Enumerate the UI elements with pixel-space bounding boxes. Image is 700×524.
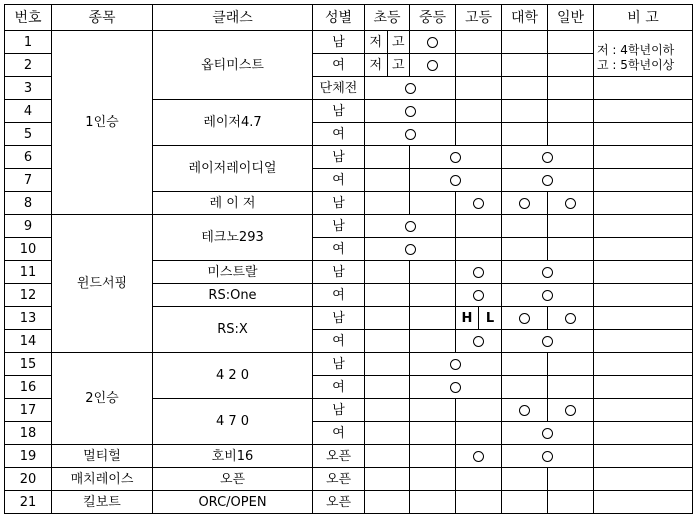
middle-cell bbox=[410, 261, 456, 284]
high-cell bbox=[456, 77, 502, 100]
general-cell bbox=[548, 123, 594, 146]
class-cell: 오픈 bbox=[153, 468, 313, 491]
class-cell: 레이저레이디얼 bbox=[153, 146, 313, 192]
remarks-cell bbox=[594, 123, 693, 146]
gender-cell: 여 bbox=[313, 376, 365, 399]
row-number: 12 bbox=[5, 284, 52, 307]
gender-cell: 남 bbox=[313, 31, 365, 54]
elementary-cell bbox=[365, 399, 410, 422]
header-row bbox=[5, 5, 693, 31]
general-cell bbox=[548, 238, 594, 261]
high-cell bbox=[456, 192, 502, 215]
remarks-cell bbox=[594, 77, 693, 100]
row-number: 7 bbox=[5, 169, 52, 192]
remarks-cell bbox=[594, 330, 693, 353]
high-cell bbox=[456, 215, 502, 238]
elementary-middle-cell bbox=[365, 123, 456, 146]
circle-mark bbox=[565, 405, 576, 416]
university-cell bbox=[502, 77, 548, 100]
class-cell: 4 7 0 bbox=[153, 399, 313, 445]
university-cell bbox=[502, 215, 548, 238]
gender-cell: 여 bbox=[313, 238, 365, 261]
gender-cell: 오픈 bbox=[313, 491, 365, 514]
circle-mark bbox=[519, 313, 530, 324]
row-number: 1 bbox=[5, 31, 52, 54]
circle-mark bbox=[450, 359, 461, 370]
middle-cell bbox=[410, 399, 456, 422]
gender-cell: 여 bbox=[313, 169, 365, 192]
event-cell: 멀티헐 bbox=[52, 445, 153, 468]
elementary-cell bbox=[365, 445, 410, 468]
general-cell bbox=[548, 54, 594, 77]
row-number: 3 bbox=[5, 77, 52, 100]
general-cell bbox=[548, 307, 594, 330]
circle-mark bbox=[405, 83, 416, 94]
middle-cell bbox=[410, 445, 456, 468]
middle-cell bbox=[410, 468, 456, 491]
row-number: 4 bbox=[5, 100, 52, 123]
remarks-cell bbox=[594, 100, 693, 123]
circle-mark bbox=[565, 313, 576, 324]
row-number: 18 bbox=[5, 422, 52, 445]
class-cell: 옵티미스트 bbox=[153, 31, 313, 100]
middle-cell bbox=[410, 192, 456, 215]
event-cell: 킬보트 bbox=[52, 491, 153, 514]
circle-mark bbox=[405, 244, 416, 255]
header-elementary: 초등 bbox=[365, 5, 410, 31]
middle-cell bbox=[410, 491, 456, 514]
header-event: 종목 bbox=[52, 5, 153, 31]
elementary-cell bbox=[365, 376, 410, 399]
circle-mark bbox=[542, 152, 553, 163]
row-number: 10 bbox=[5, 238, 52, 261]
elementary-middle-cell bbox=[365, 215, 456, 238]
gender-cell: 남 bbox=[313, 307, 365, 330]
row-number: 21 bbox=[5, 491, 52, 514]
gender-cell: 남 bbox=[313, 100, 365, 123]
university-cell bbox=[502, 399, 548, 422]
header-middle: 중등 bbox=[410, 5, 456, 31]
table-row bbox=[5, 215, 693, 238]
high-cell bbox=[456, 100, 502, 123]
circle-mark bbox=[450, 152, 461, 163]
middle-cell bbox=[410, 54, 456, 77]
elementary-cell bbox=[365, 330, 410, 353]
class-cell: 레이저4.7 bbox=[153, 100, 313, 146]
event-cell: 1인승 bbox=[52, 31, 153, 215]
circle-mark bbox=[405, 106, 416, 117]
split-label: H bbox=[461, 310, 473, 326]
class-cell: RS:X bbox=[153, 307, 313, 353]
general-cell bbox=[548, 491, 594, 514]
middle-cell bbox=[410, 284, 456, 307]
remark-line: 저 : 4학년이하 bbox=[597, 43, 675, 57]
circle-mark bbox=[519, 198, 530, 209]
university-general-cell bbox=[502, 146, 594, 169]
class-cell: 미스트랄 bbox=[153, 261, 313, 284]
split-label: 고 bbox=[387, 54, 410, 76]
elementary-cell bbox=[365, 146, 410, 169]
circle-mark bbox=[473, 290, 484, 301]
class-cell: ORC/OPEN bbox=[153, 491, 313, 514]
circle-mark bbox=[473, 336, 484, 347]
university-general-cell bbox=[502, 284, 594, 307]
remarks-cell bbox=[594, 31, 693, 77]
circle-mark bbox=[427, 60, 438, 71]
university-general-cell bbox=[502, 261, 594, 284]
split-label: 저 bbox=[369, 34, 383, 50]
middle-cell bbox=[410, 307, 456, 330]
high-cell bbox=[456, 31, 502, 54]
row-number: 14 bbox=[5, 330, 52, 353]
elementary-cell bbox=[365, 307, 410, 330]
middle-high-cell bbox=[410, 353, 502, 376]
elementary-cell bbox=[365, 422, 410, 445]
general-cell bbox=[548, 399, 594, 422]
general-cell bbox=[548, 31, 594, 54]
class-cell: 4 2 0 bbox=[153, 353, 313, 399]
header-general: 일반 bbox=[548, 5, 594, 31]
circle-mark bbox=[473, 451, 484, 462]
row-number: 20 bbox=[5, 468, 52, 491]
remarks-cell bbox=[594, 307, 693, 330]
general-cell bbox=[548, 100, 594, 123]
row-number: 2 bbox=[5, 54, 52, 77]
university-cell bbox=[502, 376, 548, 399]
high-cell bbox=[456, 238, 502, 261]
gender-cell: 남 bbox=[313, 399, 365, 422]
header-university: 대학 bbox=[502, 5, 548, 31]
gender-cell: 남 bbox=[313, 192, 365, 215]
circle-mark bbox=[405, 129, 416, 140]
remarks-cell bbox=[594, 445, 693, 468]
university-general-cell bbox=[502, 330, 594, 353]
header-high: 고등 bbox=[456, 5, 502, 31]
elementary-cell bbox=[365, 468, 410, 491]
general-cell bbox=[548, 376, 594, 399]
row-number: 8 bbox=[5, 192, 52, 215]
high-cell bbox=[456, 468, 502, 491]
high-cell bbox=[456, 491, 502, 514]
high-cell bbox=[456, 445, 502, 468]
university-general-cell bbox=[502, 445, 594, 468]
remarks-cell bbox=[594, 468, 693, 491]
remarks-cell bbox=[594, 376, 693, 399]
gender-cell: 여 bbox=[313, 284, 365, 307]
high-cell bbox=[456, 399, 502, 422]
high-cell bbox=[456, 307, 502, 330]
general-cell bbox=[548, 215, 594, 238]
remarks-cell bbox=[594, 215, 693, 238]
table-row bbox=[5, 491, 693, 514]
circle-mark bbox=[565, 198, 576, 209]
elementary-middle-cell bbox=[365, 77, 456, 100]
middle-high-cell bbox=[410, 146, 502, 169]
event-cell: 2인승 bbox=[52, 353, 153, 445]
elementary-cell bbox=[365, 284, 410, 307]
elementary-cell bbox=[365, 54, 410, 77]
header-gender: 성별 bbox=[313, 5, 365, 31]
gender-cell: 남 bbox=[313, 261, 365, 284]
elementary-cell bbox=[365, 192, 410, 215]
circle-mark bbox=[473, 267, 484, 278]
table-row bbox=[5, 31, 693, 54]
split-label: L bbox=[478, 307, 501, 329]
class-cell: RS:One bbox=[153, 284, 313, 307]
elementary-middle-cell bbox=[365, 100, 456, 123]
gender-cell: 여 bbox=[313, 330, 365, 353]
row-number: 13 bbox=[5, 307, 52, 330]
gender-cell: 단체전 bbox=[313, 77, 365, 100]
remark-line: 고 : 5학년이상 bbox=[597, 58, 675, 72]
middle-cell bbox=[410, 422, 456, 445]
general-cell bbox=[548, 77, 594, 100]
row-number: 5 bbox=[5, 123, 52, 146]
elementary-cell bbox=[365, 353, 410, 376]
remarks-cell bbox=[594, 284, 693, 307]
gender-cell: 여 bbox=[313, 422, 365, 445]
remarks-cell bbox=[594, 261, 693, 284]
elementary-cell bbox=[365, 31, 410, 54]
event-cell: 윈드서핑 bbox=[52, 215, 153, 353]
high-cell bbox=[456, 123, 502, 146]
university-cell bbox=[502, 353, 548, 376]
university-cell bbox=[502, 468, 548, 491]
remarks-cell bbox=[594, 146, 693, 169]
circle-mark bbox=[542, 267, 553, 278]
university-cell bbox=[502, 54, 548, 77]
split-label: 고 bbox=[387, 31, 410, 53]
circle-mark bbox=[473, 198, 484, 209]
remarks-cell bbox=[594, 353, 693, 376]
row-number: 16 bbox=[5, 376, 52, 399]
elementary-cell bbox=[365, 491, 410, 514]
row-number: 11 bbox=[5, 261, 52, 284]
high-cell bbox=[456, 330, 502, 353]
remarks-cell bbox=[594, 399, 693, 422]
circle-mark bbox=[542, 428, 553, 439]
gender-cell: 오픈 bbox=[313, 445, 365, 468]
university-general-cell bbox=[502, 422, 594, 445]
university-cell bbox=[502, 100, 548, 123]
university-general-cell bbox=[502, 169, 594, 192]
header-remarks: 비 고 bbox=[594, 5, 693, 31]
circle-mark bbox=[542, 336, 553, 347]
remarks-cell bbox=[594, 169, 693, 192]
remarks-cell bbox=[594, 192, 693, 215]
elementary-middle-cell bbox=[365, 238, 456, 261]
circle-mark bbox=[519, 405, 530, 416]
class-cell: 테크노293 bbox=[153, 215, 313, 261]
general-cell bbox=[548, 468, 594, 491]
circle-mark bbox=[450, 175, 461, 186]
row-number: 19 bbox=[5, 445, 52, 468]
high-cell bbox=[456, 54, 502, 77]
circle-mark bbox=[405, 221, 416, 232]
gender-cell: 남 bbox=[313, 353, 365, 376]
university-cell bbox=[502, 123, 548, 146]
table-row bbox=[5, 353, 693, 376]
remarks-cell bbox=[594, 422, 693, 445]
university-cell bbox=[502, 31, 548, 54]
circle-mark bbox=[450, 382, 461, 393]
circle-mark bbox=[427, 37, 438, 48]
gender-cell: 남 bbox=[313, 215, 365, 238]
middle-cell bbox=[410, 31, 456, 54]
high-cell bbox=[456, 261, 502, 284]
general-cell bbox=[548, 192, 594, 215]
row-number: 17 bbox=[5, 399, 52, 422]
middle-cell bbox=[410, 330, 456, 353]
elementary-cell bbox=[365, 261, 410, 284]
split-label: 저 bbox=[369, 57, 383, 73]
header-number: 번호 bbox=[5, 5, 52, 31]
table-row bbox=[5, 468, 693, 491]
row-number: 6 bbox=[5, 146, 52, 169]
row-number: 9 bbox=[5, 215, 52, 238]
class-cell: 레 이 저 bbox=[153, 192, 313, 215]
university-cell bbox=[502, 307, 548, 330]
circle-mark bbox=[542, 175, 553, 186]
remarks-cell bbox=[594, 491, 693, 514]
high-cell bbox=[456, 422, 502, 445]
elementary-cell bbox=[365, 169, 410, 192]
gender-cell: 남 bbox=[313, 146, 365, 169]
university-cell bbox=[502, 192, 548, 215]
remarks-cell bbox=[594, 238, 693, 261]
middle-high-cell bbox=[410, 376, 502, 399]
class-cell: 호비16 bbox=[153, 445, 313, 468]
table-row bbox=[5, 445, 693, 468]
middle-high-cell bbox=[410, 169, 502, 192]
row-number: 15 bbox=[5, 353, 52, 376]
circle-mark bbox=[542, 290, 553, 301]
circle-mark bbox=[542, 451, 553, 462]
competition-table bbox=[4, 4, 693, 514]
gender-cell: 여 bbox=[313, 123, 365, 146]
general-cell bbox=[548, 353, 594, 376]
event-cell: 매치레이스 bbox=[52, 468, 153, 491]
header-class: 클래스 bbox=[153, 5, 313, 31]
gender-cell: 오픈 bbox=[313, 468, 365, 491]
gender-cell: 여 bbox=[313, 54, 365, 77]
university-cell bbox=[502, 238, 548, 261]
university-cell bbox=[502, 491, 548, 514]
high-cell bbox=[456, 284, 502, 307]
